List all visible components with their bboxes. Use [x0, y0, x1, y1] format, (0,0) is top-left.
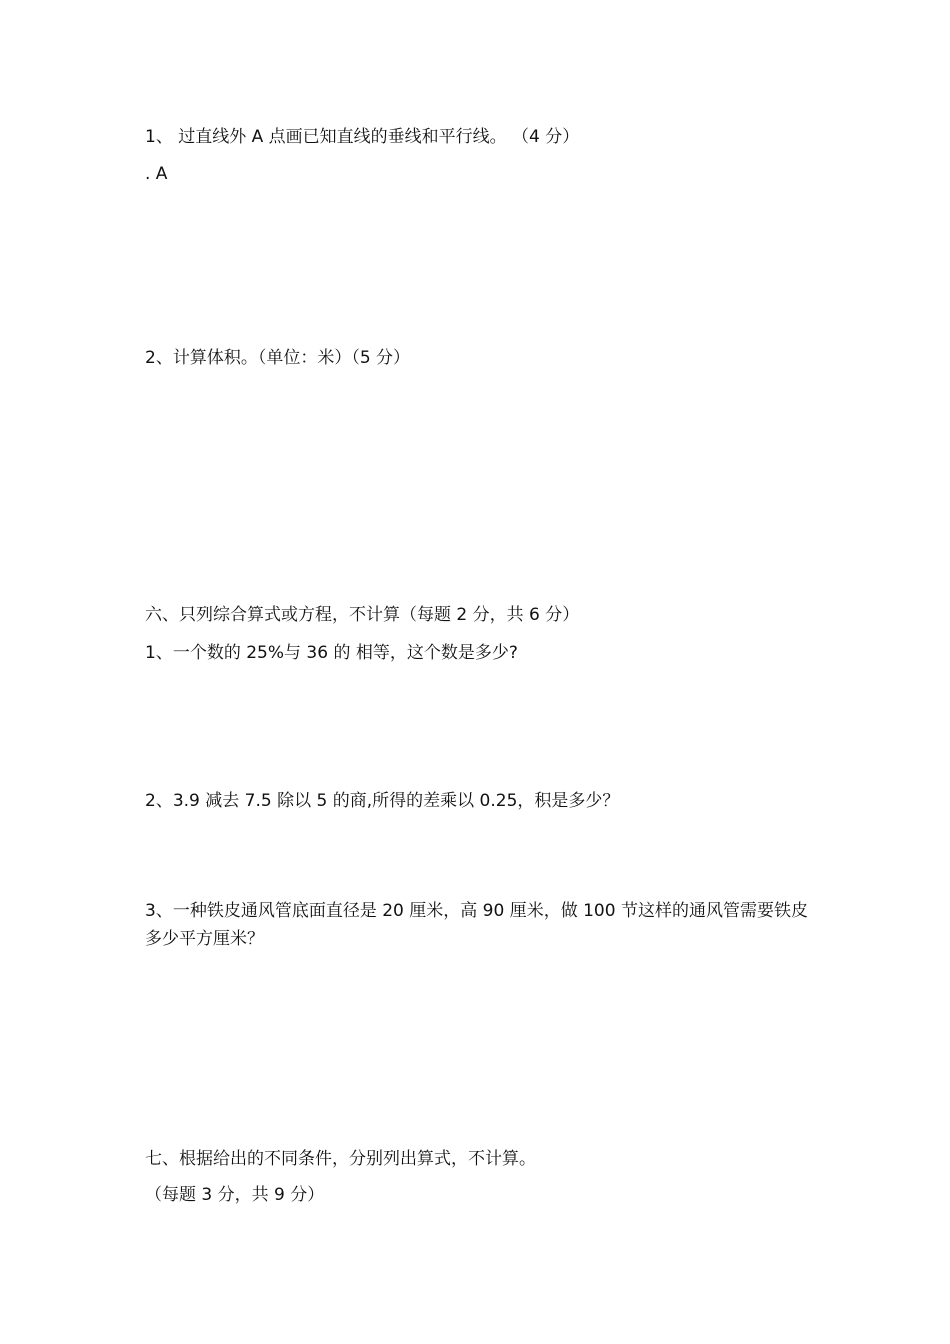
question-subtract-divide: 2、3.9 减去 7.5 除以 5 的商,所得的差乘以 0.25，积是多少？ — [145, 791, 620, 811]
section-seven-score-note: （每题 3 分，共 9 分） — [145, 1185, 325, 1205]
section-seven-heading: 七、根据给出的不同条件，分别列出算式，不计算。 — [145, 1149, 536, 1169]
question-percent: 1、一个数的 25%与 36 的 相等，这个数是多少? — [145, 643, 518, 663]
section-six-heading: 六、只列综合算式或方程，不计算（每题 2 分，共 6 分） — [145, 605, 580, 625]
question-draw-lines: 1、 过直线外 A 点画已知直线的垂线和平行线。 （4 分） — [145, 127, 580, 147]
question-volume: 2、计算体积。（单位：米）（5 分） — [145, 348, 411, 368]
point-a-label: . A — [145, 164, 168, 184]
question-ventilation-pipe: 3、一种铁皮通风管底面直径是 20 厘米，高 90 厘米，做 100 节这样的通风管需要铁皮多少平方厘米？ — [145, 901, 808, 949]
